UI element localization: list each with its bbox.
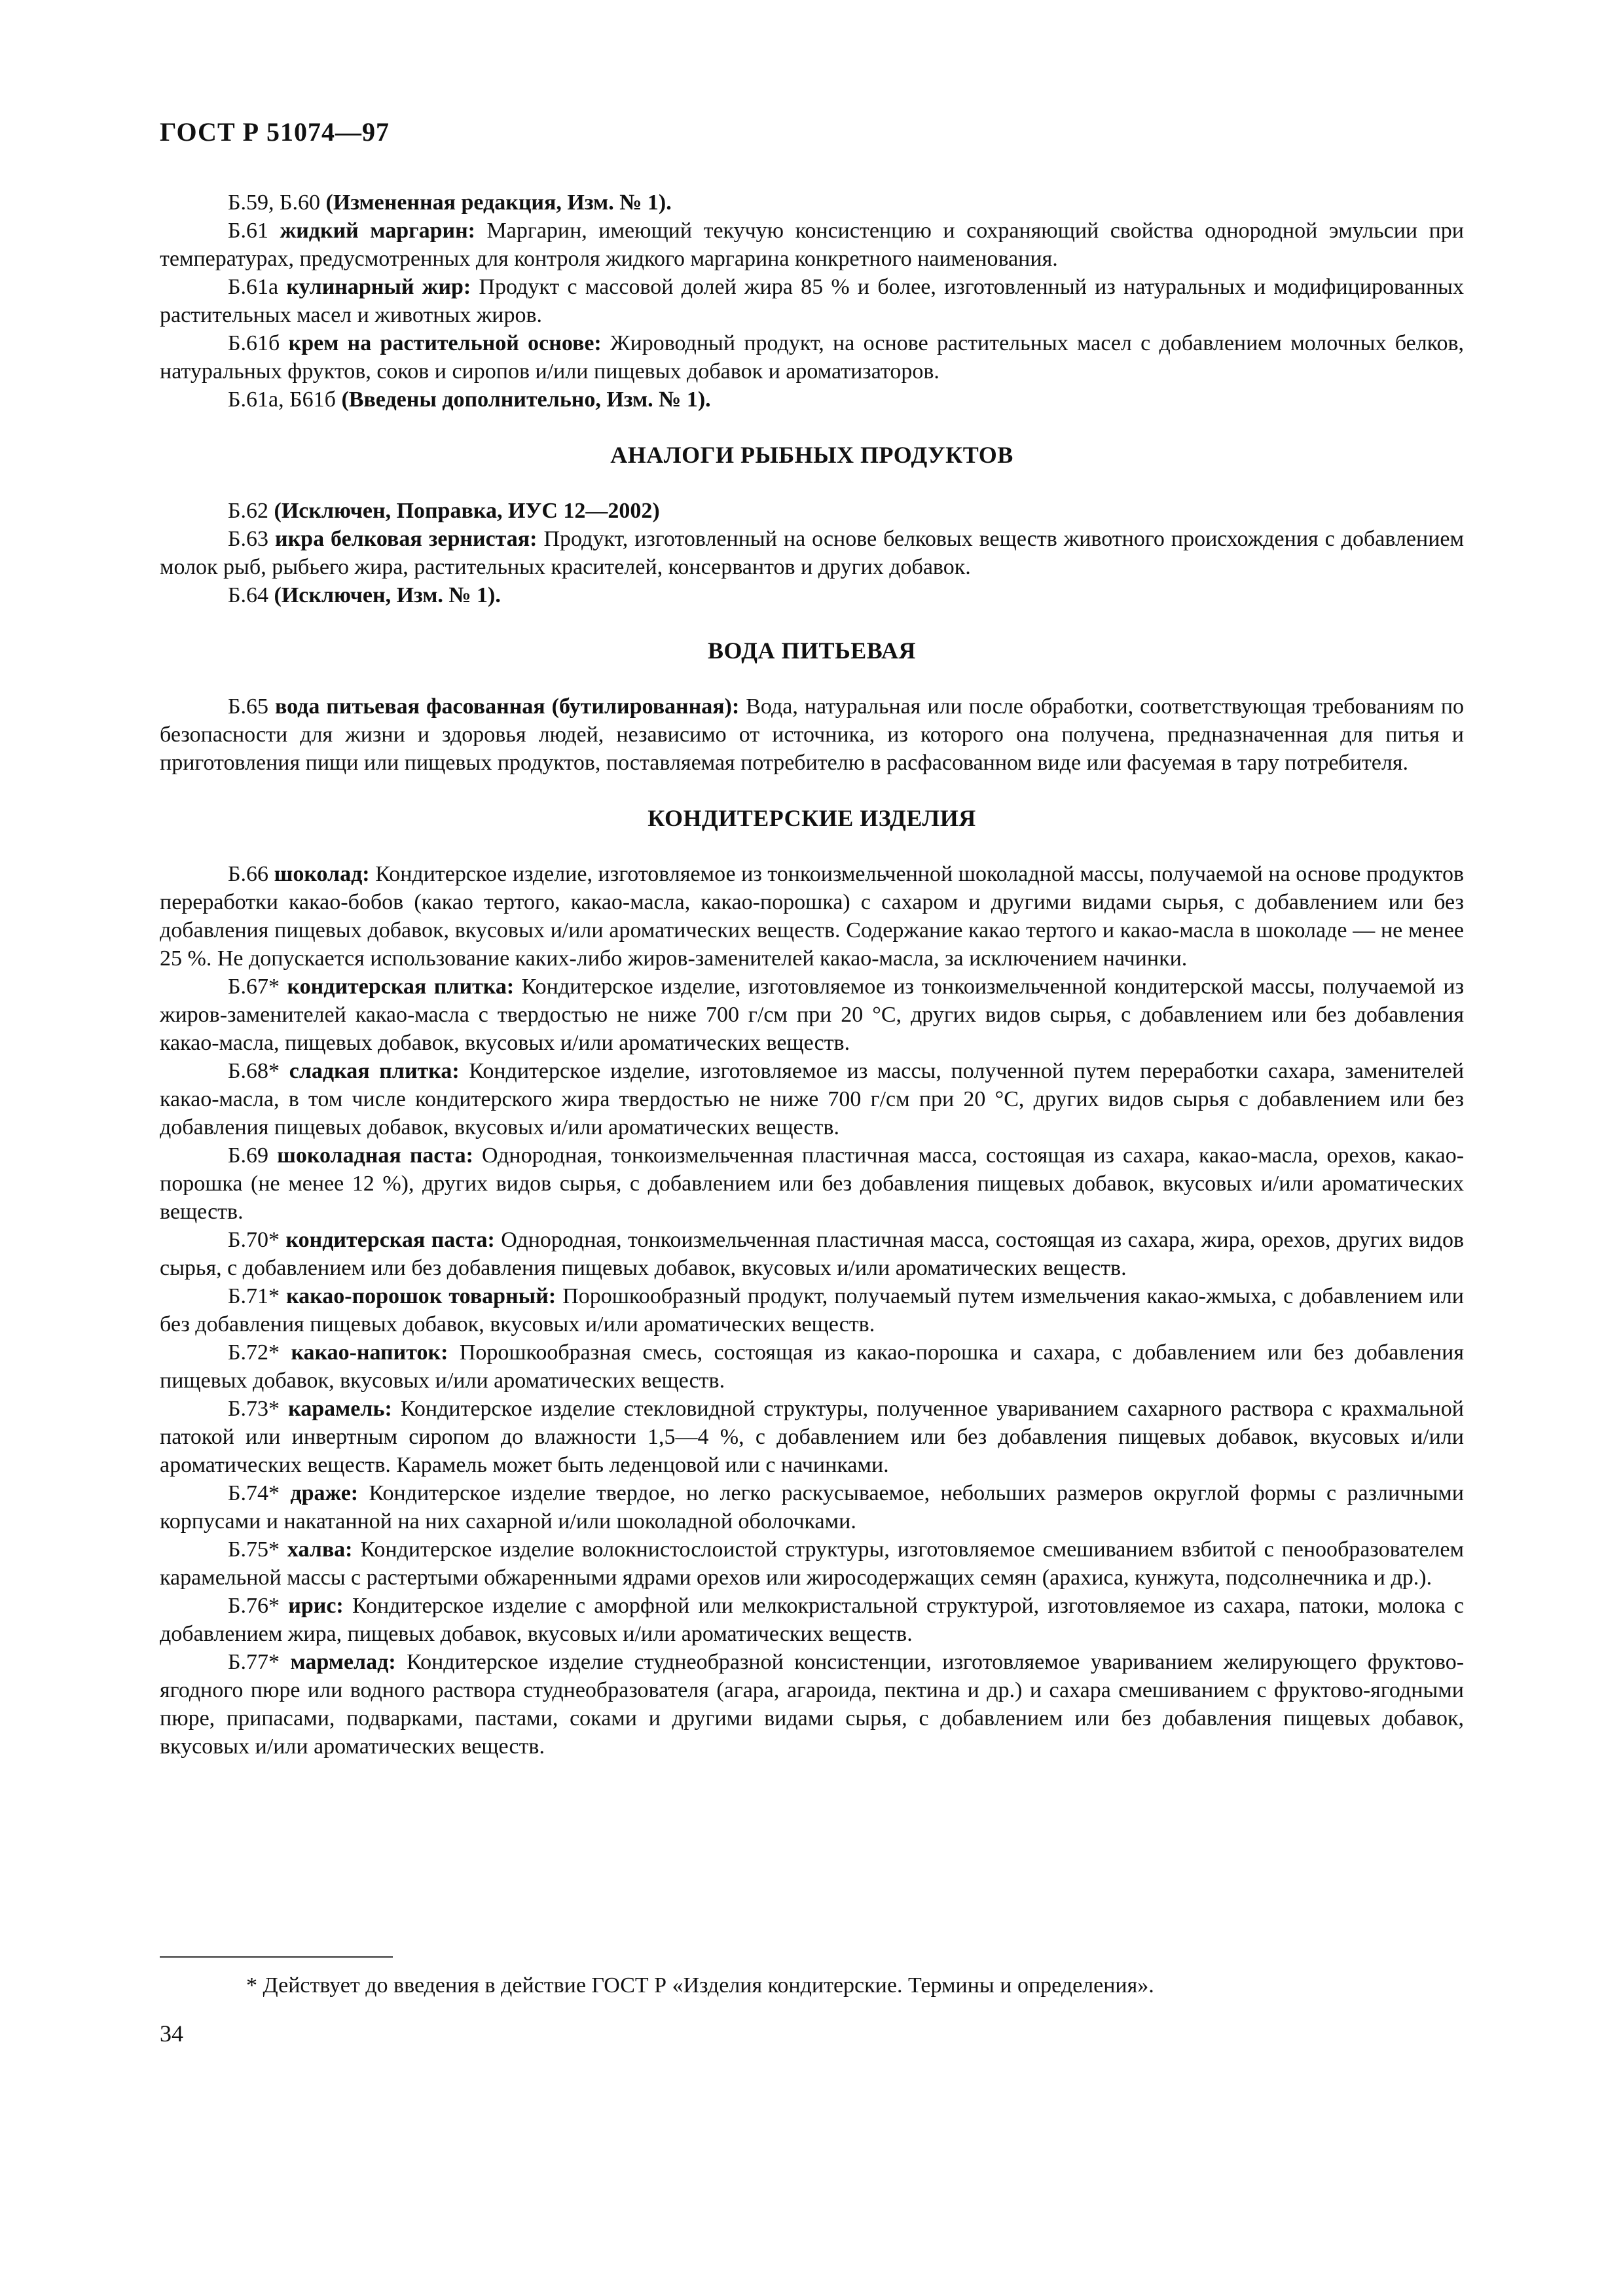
definition-paragraph xyxy=(160,1479,1464,1535)
clause-number: Б.69 xyxy=(228,1143,269,1168)
amendment-note: (Введены дополнительно, Изм. № 1). xyxy=(341,387,711,412)
defined-term: ирис: xyxy=(288,1594,344,1618)
defined-term: мармелад: xyxy=(290,1650,396,1674)
clause-number: Б.61 xyxy=(228,219,269,243)
defined-term: вода питьевая фасованная (бутилированная): xyxy=(275,694,740,719)
section-heading: КОНДИТЕРСКИЕ ИЗДЕЛИЯ xyxy=(647,805,976,831)
section-heading: АНАЛОГИ РЫБНЫХ ПРОДУКТОВ xyxy=(610,442,1013,468)
defined-term: кулинарный жир: xyxy=(286,275,471,299)
definition-text: Кондитерское изделие студнеобразной консистенции, изготовляемое увариванием желирующего фруктово-ягодного пюре или водного раствора студнеобразователя (агара, агароида, пектина и др.) и сахара смешиванием с фруктово-ягодными пюре, припасами, подварками, пастами, соками и другими видами сырья, с добавлением или без добавления пищевых добавок, вкусовых и/или ароматических веществ. xyxy=(160,1650,1465,1759)
definition-paragraph xyxy=(160,1592,1464,1648)
clause-number: Б.61а xyxy=(228,275,279,299)
clause-number: Б.73* xyxy=(228,1397,280,1421)
definition-paragraph xyxy=(160,188,1464,217)
definition-text: Жироводный продукт, на основе растительных масел с добавлением молочных белков, натуральных фруктов, соков и сиропов и/или пищевых добавок и ароматизаторов. xyxy=(160,331,1465,384)
footnote: * Действует до введения в действие ГОСТ Р «Изделия кондитерские. Термины и определения». xyxy=(246,1973,1154,1998)
definition-paragraph xyxy=(160,1282,1464,1338)
clause-number: Б.62 xyxy=(228,499,269,523)
clause-number: Б.72* xyxy=(228,1340,280,1365)
defined-term: сладкая плитка: xyxy=(289,1059,460,1083)
clause-number: Б.68* xyxy=(228,1059,280,1083)
defined-term: шоколадная паста: xyxy=(277,1143,473,1168)
defined-term: шоколад: xyxy=(274,862,370,886)
clause-number: Б.71* xyxy=(228,1284,280,1308)
definition-paragraph xyxy=(160,525,1464,581)
definition-text: Кондитерское изделие стекловидной структуры, полученное увариванием сахарного раствора с крахмальной патокой или инвертным сиропом до влажности 1,5—4 %, с добавлением или без добавления пищевых добавок, вкусовых и/или ароматических веществ. Карамель может быть леденцовой или с начинками. xyxy=(160,1397,1464,1477)
clause-number: Б.67* xyxy=(228,975,280,999)
definition-paragraph xyxy=(160,329,1464,386)
definition-paragraph xyxy=(160,386,1464,414)
clause-number: Б.77* xyxy=(228,1650,280,1674)
definition-text: Кондитерское изделие, изготовляемое из массы, полученной путем переработки сахара, заменителей какао-масла, в том числе кондитерского жира твердостью не ниже 700 г/см при 20 °С, других видов сырья с добавлением или без добавления пищевых добавок, вкусовых и/или ароматических веществ. xyxy=(160,1059,1465,1139)
defined-term: кондитерская паста: xyxy=(285,1228,495,1252)
amendment-note: (Исключен, Изм. № 1). xyxy=(274,583,501,607)
amendment-note: (Исключен, Поправка, ИУС 12—2002) xyxy=(274,499,660,523)
clause-number: Б.64 xyxy=(228,583,269,607)
clause-number: Б.61б xyxy=(228,331,280,355)
defined-term: драже: xyxy=(290,1481,359,1505)
definition-paragraph xyxy=(160,1057,1464,1141)
definition-paragraph xyxy=(160,1395,1464,1479)
clause-number: Б.70* xyxy=(228,1228,280,1252)
definition-text: Порошкообразная смесь, состоящая из какао-порошка и сахара, с добавлением или без добавления пищевых добавок, вкусовых и/или ароматических веществ. xyxy=(160,1340,1465,1393)
definition-paragraph xyxy=(160,1338,1464,1395)
definition-text: Кондитерское изделие, изготовляемое из тонкоизмельченной шоколадной массы, получаемой на основе продуктов переработки какао-бобов (какао тертого, какао-масла, какао-порошка) с сахаром и другими видами сырья, с добавлением или без добавления пищевых добавок, вкусовых и/или ароматических веществ. Содержание какао тертого и какао-масла в шоколаде — не менее 25 %. Не допускается использование каких-либо жиров-заменителей какао-масла, за исключением начинки. xyxy=(160,862,1465,971)
definition-paragraph xyxy=(160,497,1464,525)
defined-term: икра белковая зернистая: xyxy=(274,527,538,551)
clause-number: Б.61а, Б61б xyxy=(228,387,336,412)
definition-text: Продукт с массовой долей жира 85 % и более, изготовленный из натуральных и модифицированных растительных масел и животных жиров. xyxy=(160,275,1464,327)
definition-paragraph xyxy=(160,692,1464,777)
clause-number: Б.75* xyxy=(228,1537,280,1562)
amendment-note: (Измененная редакция, Изм. № 1). xyxy=(325,190,672,215)
definition-text: Кондитерское изделие, изготовляемое из тонкоизмельченной кондитерской массы, получаемой из жиров-заменителей какао-масла с твердостью не ниже 700 г/см при 20 °С, других видов сырья, с добавлением или без добавления какао-масла, пищевых добавок, вкусовых и/или ароматических веществ. xyxy=(160,975,1464,1055)
defined-term: какао-порошок товарный: xyxy=(286,1284,556,1308)
footnote-divider xyxy=(160,1956,393,1958)
definition-text: Маргарин, имеющий текучую консистенцию и сохраняющий свойства однородной эмульсии при температурах, предусмотренных для контроля жидкого маргарина конкретного наименования. xyxy=(160,219,1464,271)
definition-paragraph xyxy=(160,860,1464,973)
definition-paragraph xyxy=(160,217,1464,273)
clause-number: Б.59, Б.60 xyxy=(228,190,321,215)
definition-text: Кондитерское изделие с аморфной или мелкокристальной структурой, изготовляемое из сахара, патоки, молока с добавлением жира, пищевых добавок, вкусовых и/или ароматических веществ. xyxy=(160,1594,1464,1646)
definition-paragraph xyxy=(160,1535,1464,1592)
clause-number: Б.74* xyxy=(228,1481,280,1505)
definition-text: Продукт, изготовленный на основе белковых веществ животного происхождения с добавлением молок рыб, рыбьего жира, растительных красителей, консервантов и других добавок. xyxy=(160,527,1465,579)
definition-text: Кондитерское изделие волокнистослоистой структуры, изготовляемое смешиванием взбитой с пенообразователем карамельной массы с растертыми обжаренными ядрами орехов или жиросодержащих семян (арахиса, кунжута, подсолнечника и др.). xyxy=(160,1537,1465,1590)
page-header: ГОСТ Р 51074—97 xyxy=(160,117,390,147)
definition-paragraph xyxy=(160,1141,1464,1226)
definition-text: Однородная, тонкоизмельченная пластичная масса, состоящая из сахара, жира, орехов, других видов сырья, с добавлением или без добавления пищевых добавок, вкусовых и/или ароматических веществ. xyxy=(160,1228,1465,1280)
defined-term: халва: xyxy=(287,1537,353,1562)
definition-paragraph xyxy=(160,1648,1464,1761)
defined-term: крем на растительной основе: xyxy=(288,331,602,355)
section-heading: ВОДА ПИТЬЕВАЯ xyxy=(707,637,917,664)
defined-term: кондитерская плитка: xyxy=(287,975,515,999)
definition-text: Порошкообразный продукт, получаемый путем измельчения какао-жмыха, с добавлением или без добавления пищевых добавок, вкусовых и/или ароматических веществ. xyxy=(160,1284,1465,1336)
defined-term: жидкий маргарин: xyxy=(280,219,475,243)
clause-number: Б.65 xyxy=(228,694,269,719)
document-body xyxy=(160,188,1464,1761)
definition-paragraph xyxy=(160,581,1464,609)
page-number: 34 xyxy=(160,2020,183,2047)
defined-term: карамель: xyxy=(288,1397,392,1421)
clause-number: Б.66 xyxy=(228,862,269,886)
definition-text: Однородная, тонкоизмельченная пластичная масса, состоящая из сахара, какао-масла, орехов, какао-порошка (не менее 12 %), других видов сырья, с добавлением или без добавления пищевых добавок, вкусовых и/или ароматических веществ. xyxy=(160,1143,1465,1224)
definition-text: Кондитерское изделие твердое, но легко раскусываемое, небольших размеров округлой формы с различными корпусами и накатанной на них сахарной и/или шоколадной оболочками. xyxy=(160,1481,1465,1534)
defined-term: какао-напиток: xyxy=(291,1340,448,1365)
clause-number: Б.63 xyxy=(228,527,269,551)
definition-paragraph xyxy=(160,973,1464,1057)
definition-paragraph xyxy=(160,1226,1464,1282)
clause-number: Б.76* xyxy=(228,1594,280,1618)
definition-text: Вода, натуральная или после обработки, соответствующая требованиям по безопасности для жизни и здоровья людей, независимо от источника, из которого она получена, предназначенная для питья и приготовления пищи или пищевых продуктов, поставляемая потребителю в расфасованном виде или фасуемая в тару потребителя. xyxy=(160,694,1465,775)
definition-paragraph xyxy=(160,273,1464,329)
